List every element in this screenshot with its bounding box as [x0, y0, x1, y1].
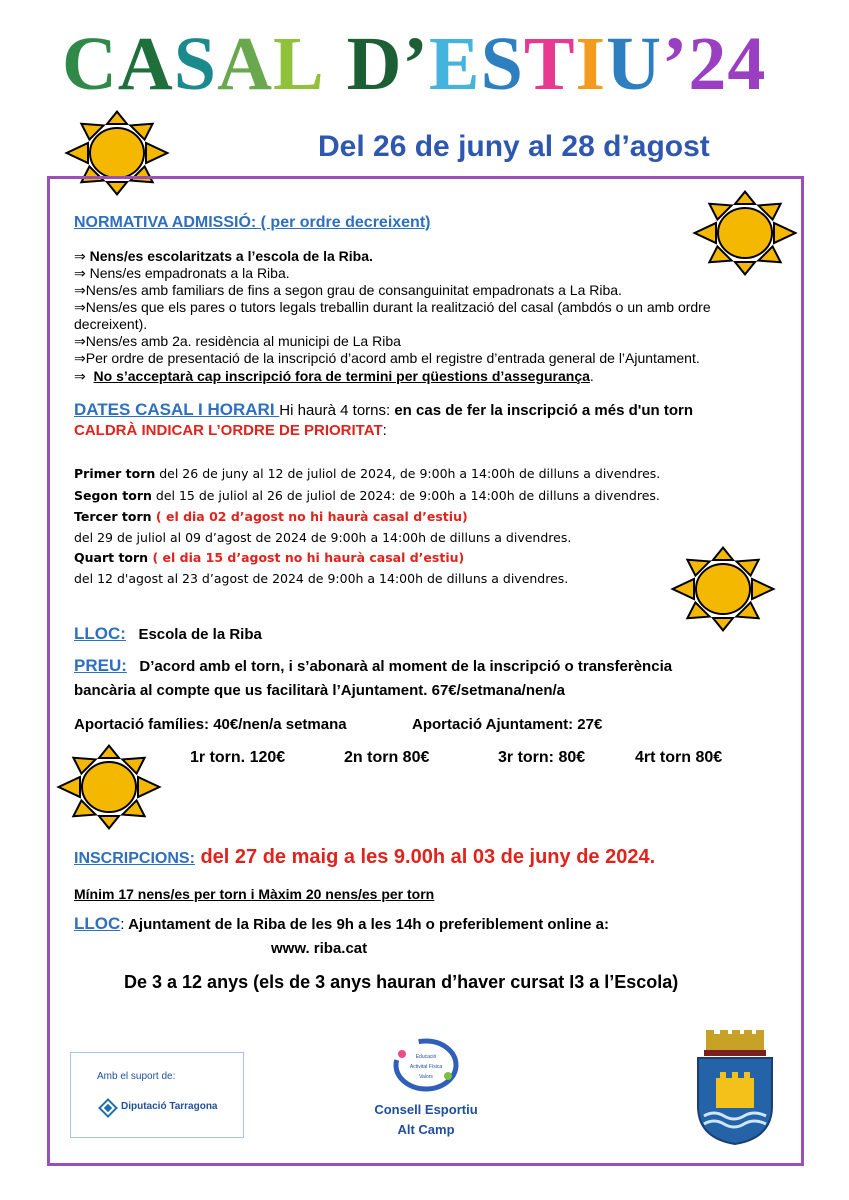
consell-name-1: Consell Esportiu [374, 1102, 478, 1117]
title-letter: D [346, 22, 403, 106]
turn-4-dates: del 12 d'agost al 23 d’agost de 2024 de 9:00h a 14:00h de dilluns a divendres. [74, 571, 569, 586]
dates-casal-heading: DATES CASAL I HORARI [74, 400, 280, 419]
poster-title [62, 20, 822, 108]
diputacio-support-box [70, 1052, 244, 1138]
ages-line: De 3 a 12 anys (els de 3 anys hauran d’haver cursat I3 a l’Escola) [124, 972, 679, 992]
title-letter: C [62, 22, 118, 106]
normativa-item: ⇒ Nens/es empadronats a la Riba. [74, 265, 290, 281]
diputacio-logo-icon [97, 1097, 119, 1119]
title-letter: 4 [727, 22, 767, 106]
priority-line: CALDRÀ INDICAR L’ORDRE DE PRIORITAT: [74, 422, 387, 439]
title-letter: A [217, 22, 273, 106]
min-max-line: Mínim 17 nens/es per torn i Màxim 20 nens/es per torn [74, 886, 435, 902]
normativa-item: ⇒Nens/es amb 2a. residència al municipi de La Riba [74, 333, 401, 349]
title-letter: I [575, 22, 607, 106]
title-letter: 2 [688, 22, 728, 106]
normativa-item: ⇒ Nens/es escolaritzats a l’escola de la Riba. [74, 248, 373, 264]
svg-text:Activitat Física: Activitat Física [409, 1064, 443, 1070]
title-letter: S [480, 22, 524, 106]
title-letter: T [523, 22, 576, 106]
preu-line: PREU: D’acord amb el torn, i s’abonarà al moment de la inscripció o transferència [74, 656, 673, 675]
consell-esportiu-logo-icon [386, 1032, 466, 1098]
dates-header: Del 26 de juny al 28 d’agost [318, 130, 710, 163]
normativa-item-continuation: decreixent). [74, 316, 148, 332]
svg-text:Valors: Valors [419, 1074, 433, 1080]
lloc-inscripcio-line: LLOC: Ajuntament de la Riba de les 9h a les 14h o preferiblement online a: [74, 914, 610, 933]
title-letter: L [272, 22, 325, 106]
riba-coat-of-arms-icon [694, 1028, 776, 1146]
lloc-line: LLOC: Escola de la Riba [74, 624, 262, 643]
support-label: Amb el suport de: [97, 1071, 176, 1082]
turn-4: Quart torn ( el dia 15 d’agost no hi haurà casal d’estiu) [74, 550, 465, 565]
preu-line-2: bancària al compte que us facilitarà l’Ajuntament. 67€/setmana/nen/a [74, 682, 566, 699]
normativa-item: ⇒Nens/es que els pares o tutors legals treballin durant la realització del casal (ambdós o un amb ordre [74, 299, 711, 315]
dates-casal-line: DATES CASAL I HORARI Hi haurà 4 torns: en cas de fer la inscripció a més d'un torn [74, 400, 694, 419]
price-turn-1: 1r torn. 120€ [190, 749, 286, 766]
turn-3-dates: del 29 de juliol al 09 d’agost de 2024 de 9:00h a 14:00h de dilluns a divendres. [74, 530, 572, 545]
normativa-item: ⇒Per ordre de presentació de la inscripció d’acord amb el registre d’entrada general de l’Ajuntament. [74, 350, 700, 366]
inscripcions-line: INSCRIPCIONS: del 27 de maig a les 9.00h al 03 de juny de 2024. [74, 846, 656, 868]
svg-text:Educació: Educació [415, 1054, 437, 1060]
price-turn-4: 4rt torn 80€ [635, 749, 723, 766]
consell-name-2: Alt Camp [397, 1122, 455, 1137]
aportacio-ajuntament: Aportació Ajuntament: 27€ [412, 716, 603, 733]
price-turn-3: 3r torn: 80€ [498, 749, 586, 766]
normativa-heading: NORMATIVA ADMISSIÓ: ( per ordre decreixent) [74, 214, 431, 231]
website-link[interactable]: www. riba.cat [271, 940, 368, 957]
title-letter: A [117, 22, 174, 106]
normativa-item: ⇒Nens/es amb familiars de fins a segon grau de consanguinitat empadronats a La Riba. [74, 282, 622, 298]
turn-1: Primer torn del 26 de juny al 12 de juliol de 2024, de 9:00h a 14:00h de dilluns a divendres. [74, 466, 661, 481]
title-letter [325, 20, 347, 108]
price-turn-2: 2n torn 80€ [344, 749, 430, 766]
title-letter: ’ [402, 22, 429, 106]
normativa-item: ⇒ No s’acceptarà cap inscripció fora de termini per qüestions d’assegurança. [74, 368, 594, 384]
title-letter: E [428, 22, 481, 106]
diputacio-name: Diputació Tarragona [121, 1101, 218, 1112]
title-letter: U [606, 22, 663, 106]
title-letter: ’ [662, 22, 689, 106]
turn-2: Segon torn del 15 de juliol al 26 de juliol de 2024: de 9:00h a 14:00h de dilluns a divendres. [74, 488, 660, 503]
aportacio-families: Aportació famílies: 40€/nen/a setmana [74, 716, 347, 733]
title-letter: S [173, 22, 218, 106]
turn-3: Tercer torn ( el dia 02 d’agost no hi haurà casal d’estiu) [74, 509, 468, 524]
